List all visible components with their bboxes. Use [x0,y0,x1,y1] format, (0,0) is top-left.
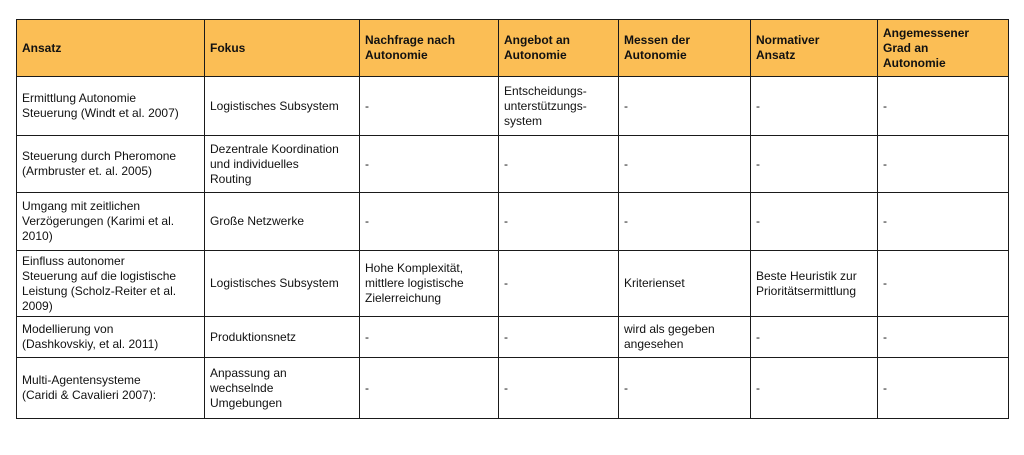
table-cell: - [751,136,878,193]
table-cell: Modellierung von (Dashkovskiy, et al. 2011) [17,317,205,358]
table-cell: - [878,136,1009,193]
table-cell: Hohe Komplexität, mittlere logistische Zielerreichung [360,251,499,317]
table-cell: Ermittlung Autonomie Steuerung (Windt et al. 2007) [17,77,205,136]
table-cell: - [619,77,751,136]
table-row [17,251,1009,317]
table-cell: Steuerung durch Pheromone (Armbruster et. al. 2005) [17,136,205,193]
table-cell: - [878,251,1009,317]
table-cell: Beste Heuristik zur Prioritätsermittlung [751,251,878,317]
table-row [17,193,1009,251]
table-cell: Produktionsnetz [205,317,360,358]
header-angebot: Angebot an Autonomie [499,20,619,77]
table-cell: - [751,77,878,136]
table-cell: - [878,193,1009,251]
table-cell: - [751,358,878,419]
table-cell: Kriterienset [619,251,751,317]
table-cell: - [499,193,619,251]
table-row [17,136,1009,193]
table-cell: - [878,317,1009,358]
table-cell: - [499,358,619,419]
table-cell: - [360,136,499,193]
header-fokus: Fokus [205,20,360,77]
table-cell: Große Netzwerke [205,193,360,251]
table-cell: Multi-Agentensysteme (Caridi & Cavalieri 2007): [17,358,205,419]
table-cell: - [751,193,878,251]
table-cell: Anpassung an wechselnde Umgebungen [205,358,360,419]
table-cell: - [499,136,619,193]
table-cell: Umgang mit zeitlichen Verzögerungen (Karimi et al. 2010) [17,193,205,251]
table-cell: - [499,317,619,358]
header-grad: Angemessener Grad an Autonomie [878,20,1009,77]
header-nachfrage: Nachfrage nach Autonomie [360,20,499,77]
table-cell: - [878,77,1009,136]
table-cell: - [360,77,499,136]
table-cell: - [619,193,751,251]
table-cell: - [360,193,499,251]
table-cell: Einfluss autonomer Steuerung auf die logistische Leistung (Scholz-Reiter et al. 2009) [17,251,205,317]
table-cell: - [619,136,751,193]
table-cell: Dezentrale Koordination und individuelles Routing [205,136,360,193]
table-cell: Entscheidungs- unterstützungs- system [499,77,619,136]
table-cell: wird als gegeben angesehen [619,317,751,358]
table-row [17,317,1009,358]
header-row [17,20,1009,77]
header-messen: Messen der Autonomie [619,20,751,77]
table-cell: - [878,358,1009,419]
table-cell: - [360,358,499,419]
table-cell: - [499,251,619,317]
table-cell: - [360,317,499,358]
header-ansatz: Ansatz [17,20,205,77]
table-cell: - [751,317,878,358]
table-row [17,358,1009,419]
table-cell: - [619,358,751,419]
table-cell: Logistisches Subsystem [205,251,360,317]
header-normativ: Normativer Ansatz [751,20,878,77]
comparison-table [16,19,1009,419]
table-row [17,77,1009,136]
table-cell: Logistisches Subsystem [205,77,360,136]
